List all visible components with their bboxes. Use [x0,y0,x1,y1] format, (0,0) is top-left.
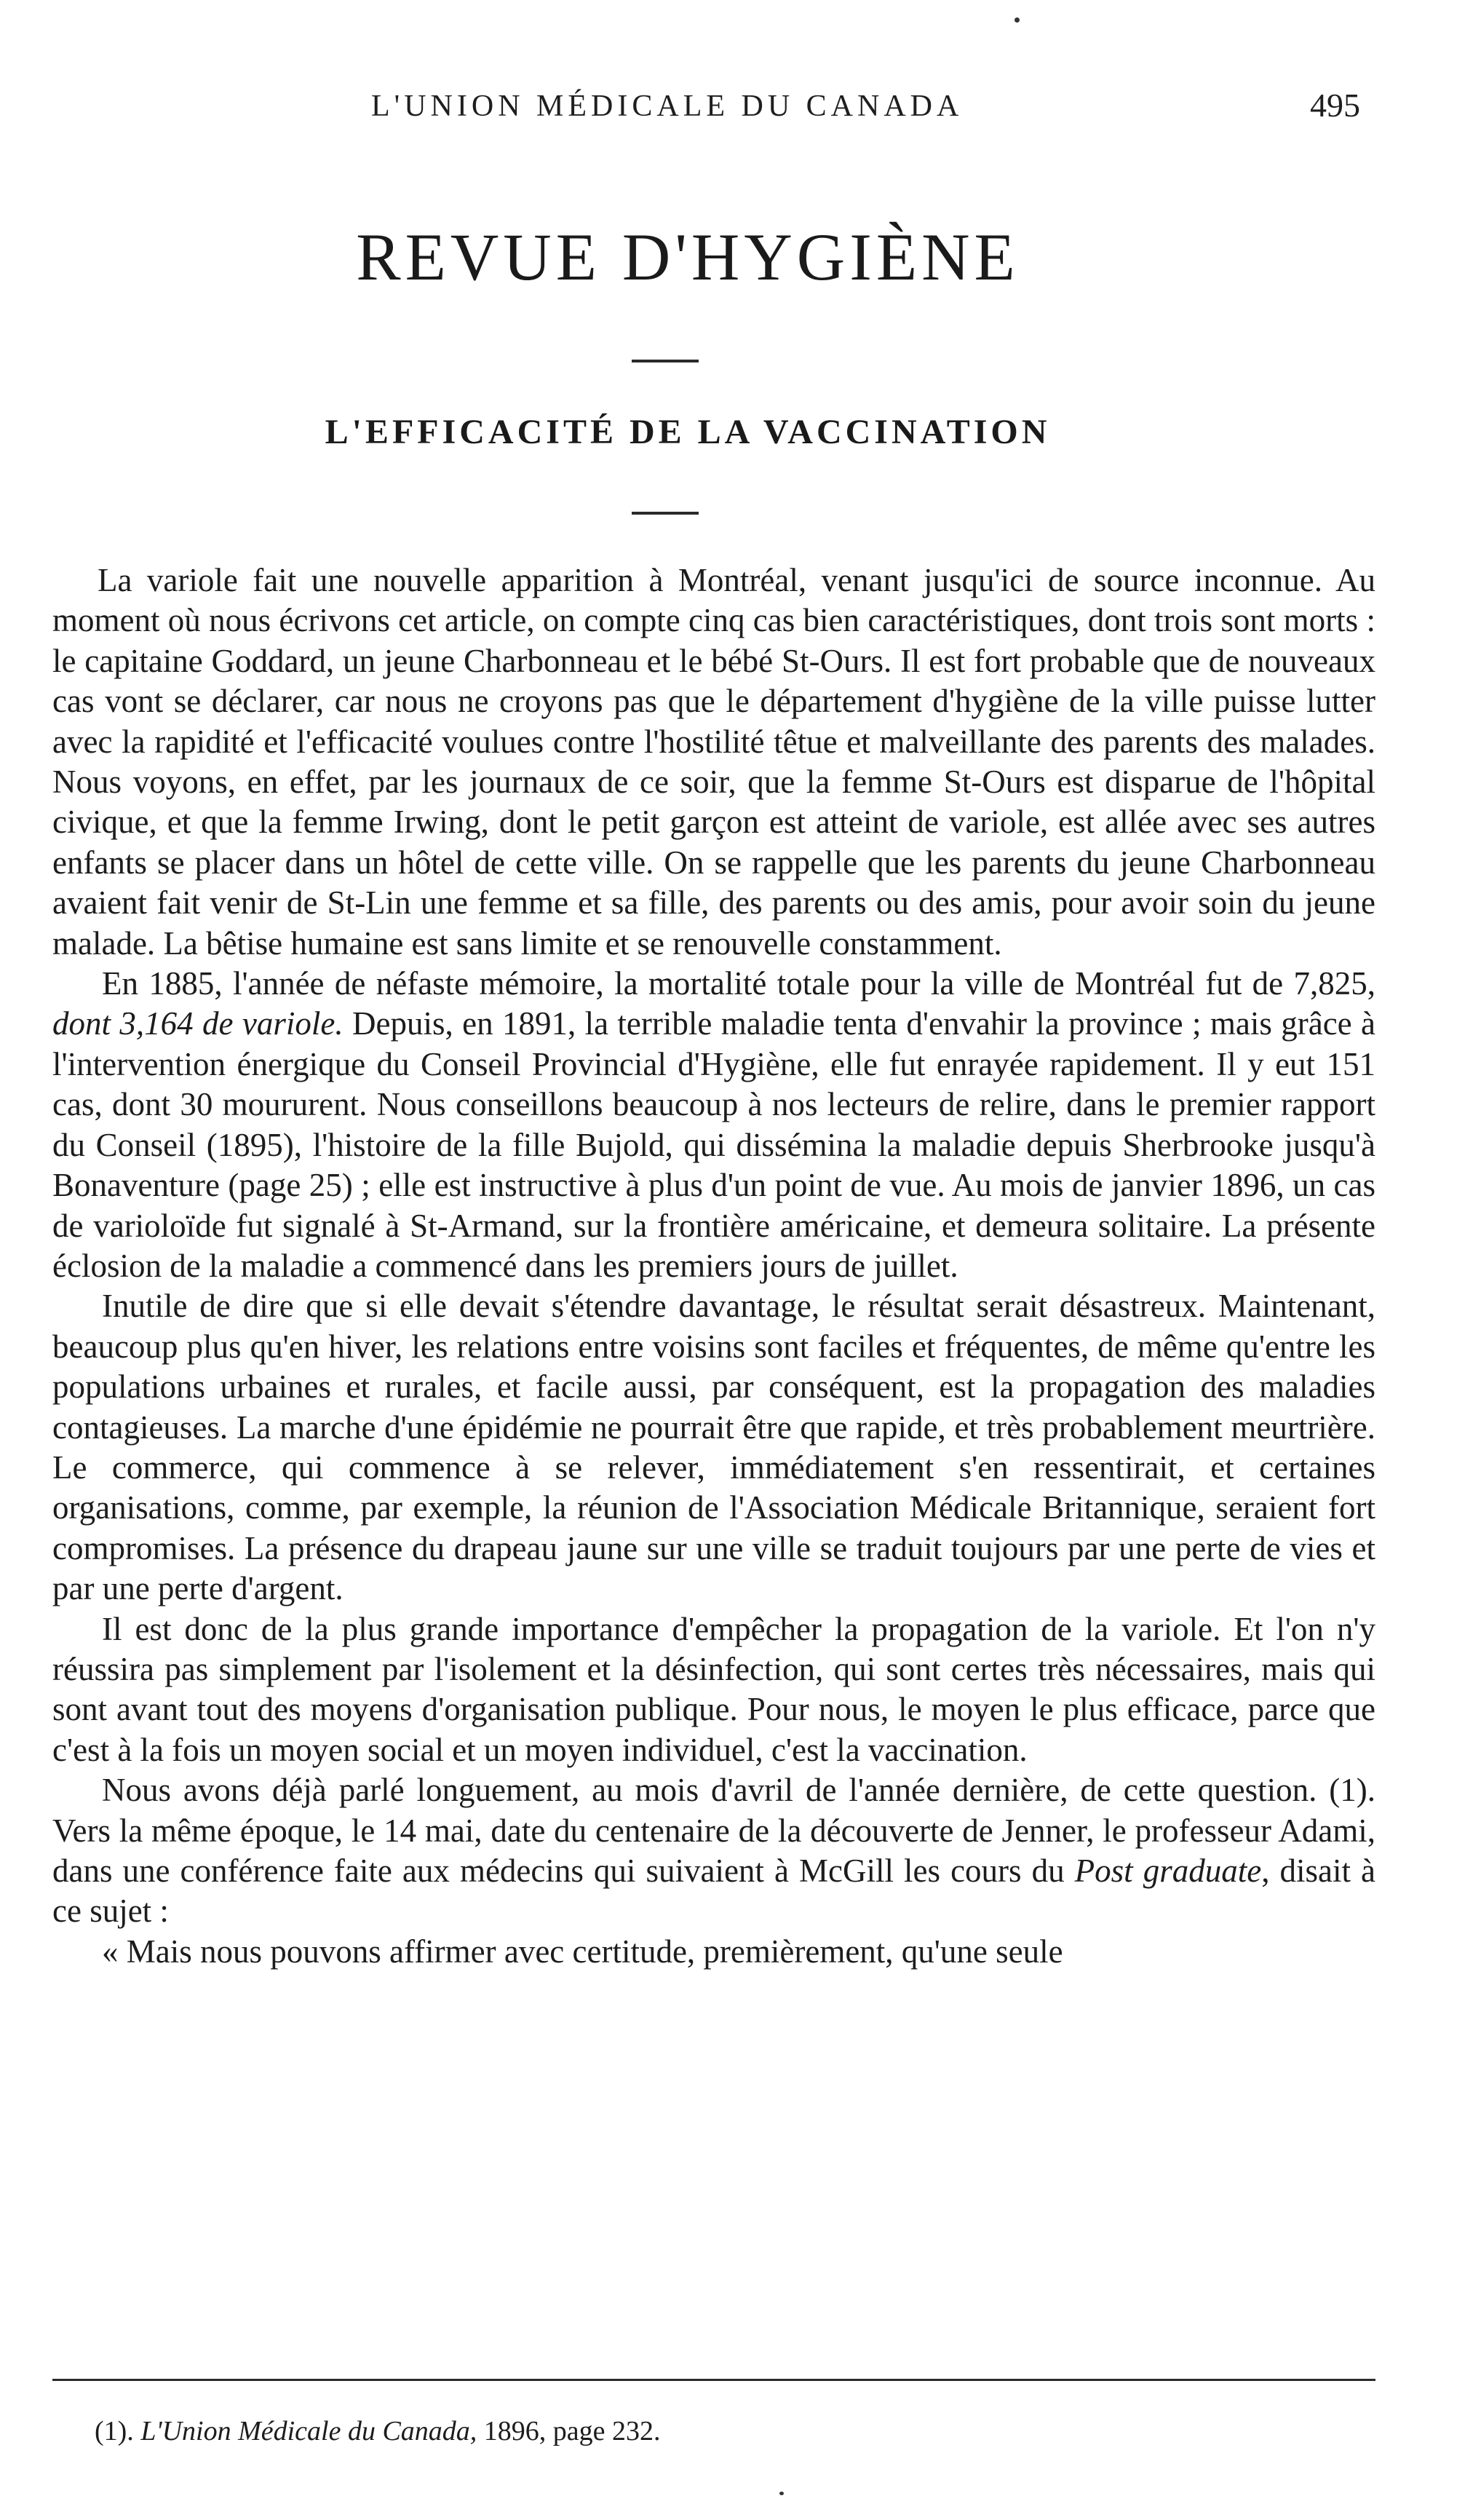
page-number: 495 [1310,87,1360,124]
paragraph-text: Nous avons déjà parlé longuement, au mois d'avril de l'année dernière, de cette question. (1). Vers la même époque, le 14 mai, date du centenaire de la découverte de Jenner, le professeur Adami, dans une conférence faite aux médecins qui suivaient à McGill les cours du [52,1772,1375,1889]
article-body [52,560,1375,1972]
paragraph-4 [52,1609,1375,1771]
paragraph-text: En 1885, l'année de néfaste mémoire, la mortalité totale pour la ville de Montréal fut de 7,825, [102,965,1375,1002]
paragraph-text: , disait à ce sujet : [52,1853,1375,1930]
paragraph-text: Il est donc de la plus grande importance d'empêcher la propagation de la variole. Et l'on n'y réussira pas simplement par l'isolement et la désinfection, qui sont certes très nécessaires, mais qui sont avant tout des moyens d'organisation publique. Pour nous, le moyen le plus efficace, parce que c'est à la fois un moyen social et un moyen individuel, c'est la vaccination. [52,1610,1375,1768]
paragraph-text: La variole fait une nouvelle apparition à Montréal, venant jusqu'ici de source inconnue. Au moment où nous écrivons cet article, on compte cinq cas bien caractéristiques, dont trois sont morts : le capitaine Goddard, un jeune Charbonneau et le bébé St-Ours. Il est fort probable que de nouveaux cas vont se déclarer, car nous ne croyons pas que le département d'hygiène de la ville puisse lutter avec la rapidité et l'efficacité voulues contre l'hostilité têtue et malveillante des parents des malades. Nous voyons, en effet, par les journaux de ce soir, que la femme St-Ours est disparue de l'hôpital civique, et que la femme Irwing, dont le petit garçon est atteint de variole, est allée avec ses autres enfants se placer dans un hôtel de cette ville. On se rappelle que les parents du jeune Charbonneau avaient fait venir de St-Lin une femme et sa fille, des parents ou des amis, pour avoir soin du jeune malade. La bêtise humaine est sans limite et se renouvelle constamment. [52,562,1375,962]
paragraph-emphasis: Post graduate [1074,1853,1262,1889]
footnote-divider [52,2379,1375,2381]
article-title: L'EFFICACITÉ DE LA VACCINATION [325,413,1051,451]
print-speck [1015,17,1020,23]
print-speck [779,2492,784,2495]
footnote [95,2415,661,2447]
paragraph-text: Depuis, en 1891, la terrible maladie tenta d'envahir la province ; mais grâce à l'intervention énergique du Conseil Provincial d'Hygiène, elle fut enrayée rapidement. Il y eut 151 cas, dont 30 moururent. Nous conseillons beaucoup à nos lecteurs de relire, dans le premier rapport du Conseil (1895), l'histoire de la fille Bujold, qui dissémina la maladie depuis Sherbrooke jusqu'à Bonaventure (page 25) ; elle est instructive à plus d'un point de vue. Au mois de janvier 1896, un cas de varioloïde fut signalé à St-Armand, sur la frontière américaine, et demeura solitaire. La présente éclosion de la maladie a commencé dans les premiers jours de juillet. [52,1005,1375,1284]
paragraph-3 [52,1286,1375,1609]
footnote-detail: 1896, page 232. [483,2416,661,2446]
footnote-source: L'Union Médicale du Canada, [140,2416,477,2446]
footnote-marker: (1). [95,2416,134,2446]
paragraph-1 [52,560,1375,964]
paragraph-emphasis: dont 3,164 de variole. [52,1005,344,1042]
paragraph-6 [52,1932,1375,1972]
section-title: REVUE D'HYGIÈNE [356,220,1020,294]
title-divider-top [632,360,699,362]
paragraph-text: Inutile de dire que si elle devait s'étendre davantage, le résultat serait désastreux. Maintenant, beaucoup plus qu'en hiver, les relations entre voisins sont faciles et fréquentes, de même qu'entre les populations urbaines et rurales, et facile aussi, par conséquent, est la propagation des maladies contagieuses. La marche d'une épidémie ne pourrait être que rapide, et très probablement meurtrière. Le commerce, qui commence à se relever, immédiatement s'en ressentirait, et certaines organisations, comme, par exemple, la réunion de l'Association Médicale Britannique, seraient fort compromises. La présence du drapeau jaune sur une ville se traduit toujours par une perte de vies et par une perte d'argent. [52,1288,1375,1607]
paragraph-2 [52,964,1375,1286]
paragraph-5 [52,1770,1375,1932]
running-header: L'UNION MÉDICALE DU CANADA [371,90,964,123]
title-divider-bottom [632,512,699,515]
paragraph-text: « Mais nous pouvons affirmer avec certitude, premièrement, qu'une seule [102,1933,1063,1970]
